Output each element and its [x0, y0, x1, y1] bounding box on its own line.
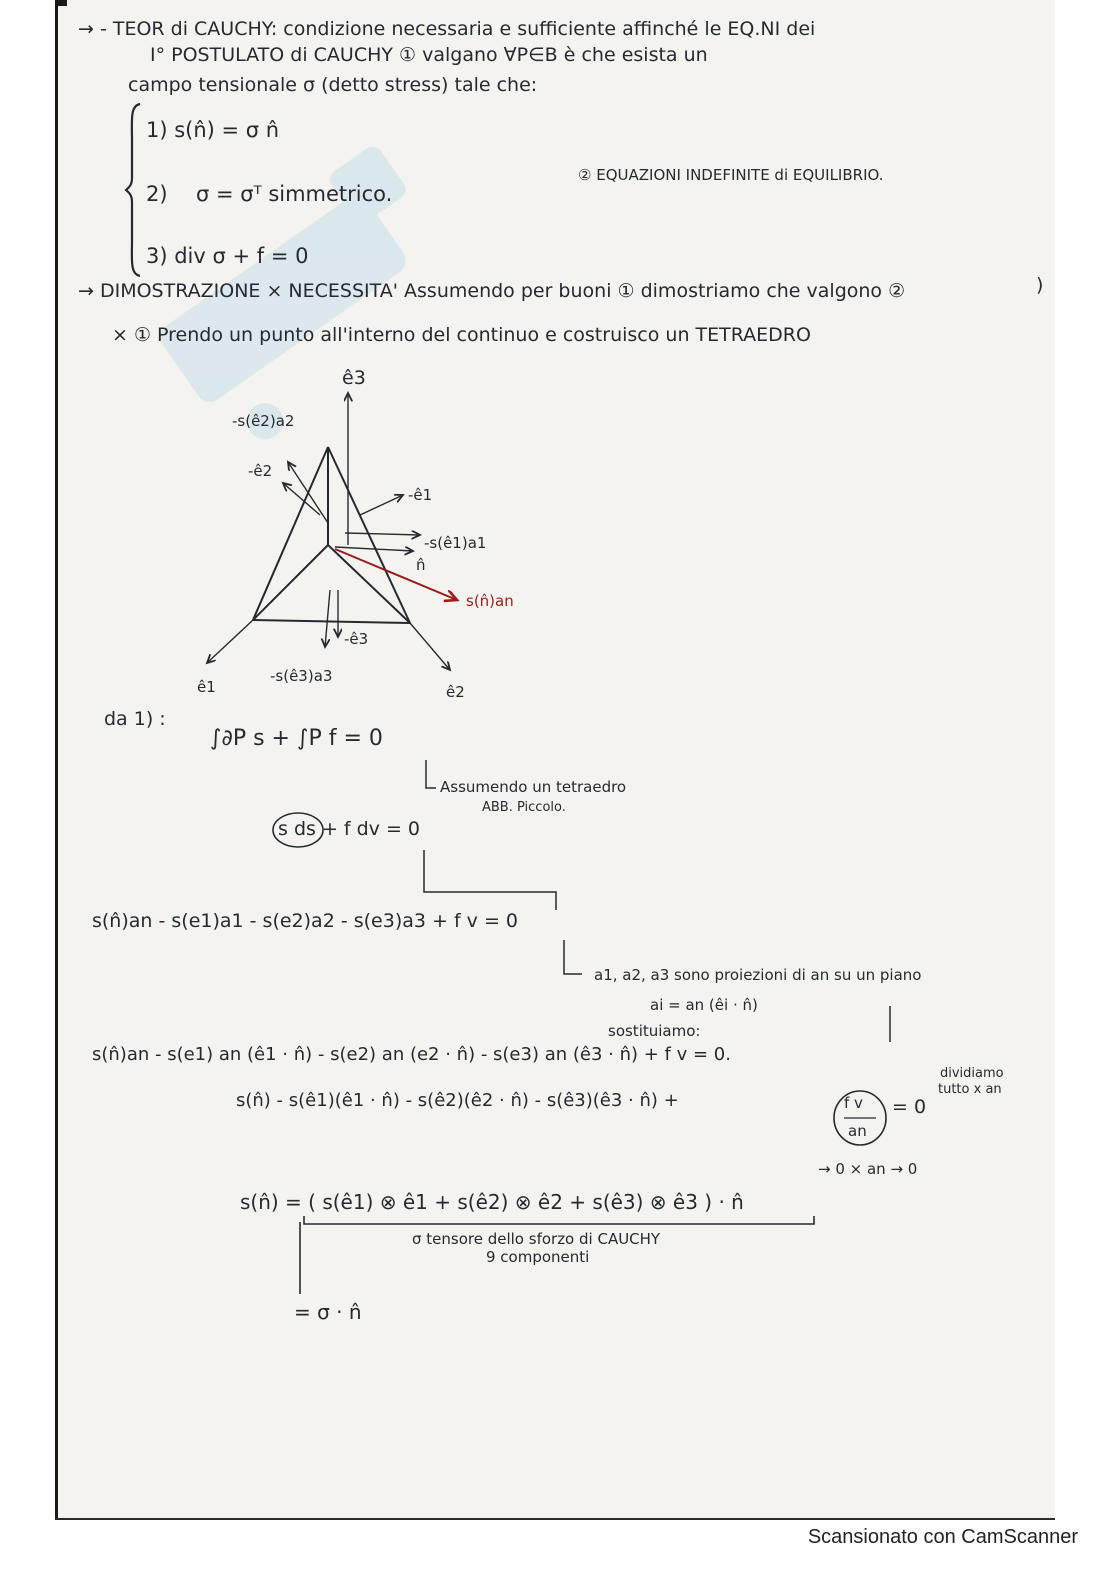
theorem-line-3: campo tensionale σ (detto stress) tale che: — [128, 74, 538, 96]
fraction-fv: f v — [844, 1094, 863, 1112]
label-minus-e3: -ê3 — [344, 630, 369, 648]
system-eq-3: 3) div σ + f = 0 — [146, 244, 309, 268]
label-e3: ê3 — [342, 367, 366, 389]
label-e2: ê2 — [446, 683, 465, 701]
derivation-da1-label: da 1) : — [104, 708, 166, 730]
derivation-integral-eq: ∫∂P s + ∫P f = 0 — [210, 726, 383, 751]
page-bottom-edge — [55, 1518, 1055, 1520]
assume-note-1: Assumendo un tetraedro — [440, 778, 627, 796]
label-minus-s-e2-a2: -s(ê2)a2 — [232, 412, 295, 430]
eq-areas: s(n̂)an - s(e1)a1 - s(e2)a2 - s(e3)a3 + f v = 0 — [92, 910, 519, 932]
vector-minus-s-e3 — [325, 590, 330, 647]
theorem-line-1: → - TEOR di CAUCHY: condizione necessaria e sufficiente affinché le EQ.NI dei — [78, 18, 816, 40]
label-minus-e1: -ê1 — [408, 486, 433, 504]
system-eq-2-number: 2) — [146, 182, 168, 206]
label-minus-e2: -ê2 — [248, 462, 273, 480]
assume-note-2: ABB. Piccolo. — [482, 800, 566, 815]
tensor-note-2: 9 componenti — [486, 1248, 590, 1266]
vector-minus-e1 — [360, 495, 403, 515]
label-n-hat: n̂ — [416, 556, 426, 574]
system-eq-1: 1) s(n̂) = σ n̂ — [146, 118, 280, 142]
system-brace — [124, 100, 144, 280]
eq-substituted: s(n̂)an - s(e1) an (ê1 · n̂) - s(e2) an (e2 · n̂) - s(e3) an (ê3 · n̂) + f v = 0. — [92, 1044, 731, 1065]
small-tetra-eq: s ds + f dv = 0 — [278, 818, 421, 840]
system-eq-2-note: ② EQUAZIONI INDEFINITE di EQUILIBRIO. — [578, 166, 884, 184]
limit-note: → 0 × an → 0 — [818, 1160, 918, 1178]
label-minus-s-e1-a1: -s(ê1)a1 — [424, 534, 487, 552]
tetrahedron-edges — [253, 447, 410, 623]
page-corner-mark — [55, 0, 67, 6]
proof-line-2: × ① Prendo un punto all'interno del continuo e costruisco un TETRAEDRO — [112, 324, 811, 346]
proof-line-1-paren: ) — [1036, 274, 1044, 296]
scanner-footer: Scansionato con CamScanner — [807, 1526, 1078, 1548]
final-connector — [296, 1222, 308, 1298]
notebook-page — [55, 0, 1055, 1518]
final-result: = σ · n̂ — [294, 1300, 362, 1324]
label-s-n-an: s(n̂)an — [466, 592, 514, 610]
connector-2 — [416, 850, 566, 910]
fraction-an: an — [848, 1122, 867, 1140]
divide-note-2: tutto x an — [938, 1082, 1002, 1097]
label-minus-s-e3-a3: -s(ê3)a3 — [270, 667, 333, 685]
axis-e2 — [410, 623, 450, 670]
tensor-note-1: σ tensore dello sforzo di CAUCHY — [412, 1230, 661, 1248]
proof-line-1: → DIMOSTRAZIONE × NECESSITA' Assumendo per buoni ① dimostriamo che valgono ② — [78, 280, 906, 302]
axis-e1 — [207, 620, 253, 663]
tensor-underbrace — [300, 1214, 820, 1230]
connector-3 — [558, 940, 588, 982]
system-eq-2: σ = σᵀ simmetrico. — [196, 182, 393, 206]
label-e1: ê1 — [197, 678, 216, 696]
eq-divided: s(n̂) - s(ê1)(ê1 · n̂) - s(ê2)(ê2 · n̂) - s(ê3)(ê3 · n̂) + — [236, 1090, 679, 1111]
projection-note: a1, a2, a3 sono proiezioni di an su un piano — [594, 966, 922, 984]
tick-1 — [884, 1006, 898, 1046]
theorem-line-2: I° POSTULATO di CAUCHY ① valgano ∀P∈B è che esista un — [150, 44, 708, 66]
connector-1 — [420, 760, 440, 800]
divide-note-1: dividiamo — [940, 1066, 1004, 1081]
substitute-label: sostituiamo: — [608, 1022, 701, 1040]
tensor-eq: s(n̂) = ( s(ê1) ⊗ ê1 + s(ê2) ⊗ ê2 + s(ê3) ⊗ ê3 ) · n̂ — [240, 1190, 744, 1214]
vector-minus-s-e1 — [345, 533, 420, 535]
eq-divided-zero: = 0 — [892, 1096, 927, 1118]
projection-eq: ai = an (êi · n̂) — [650, 996, 758, 1014]
